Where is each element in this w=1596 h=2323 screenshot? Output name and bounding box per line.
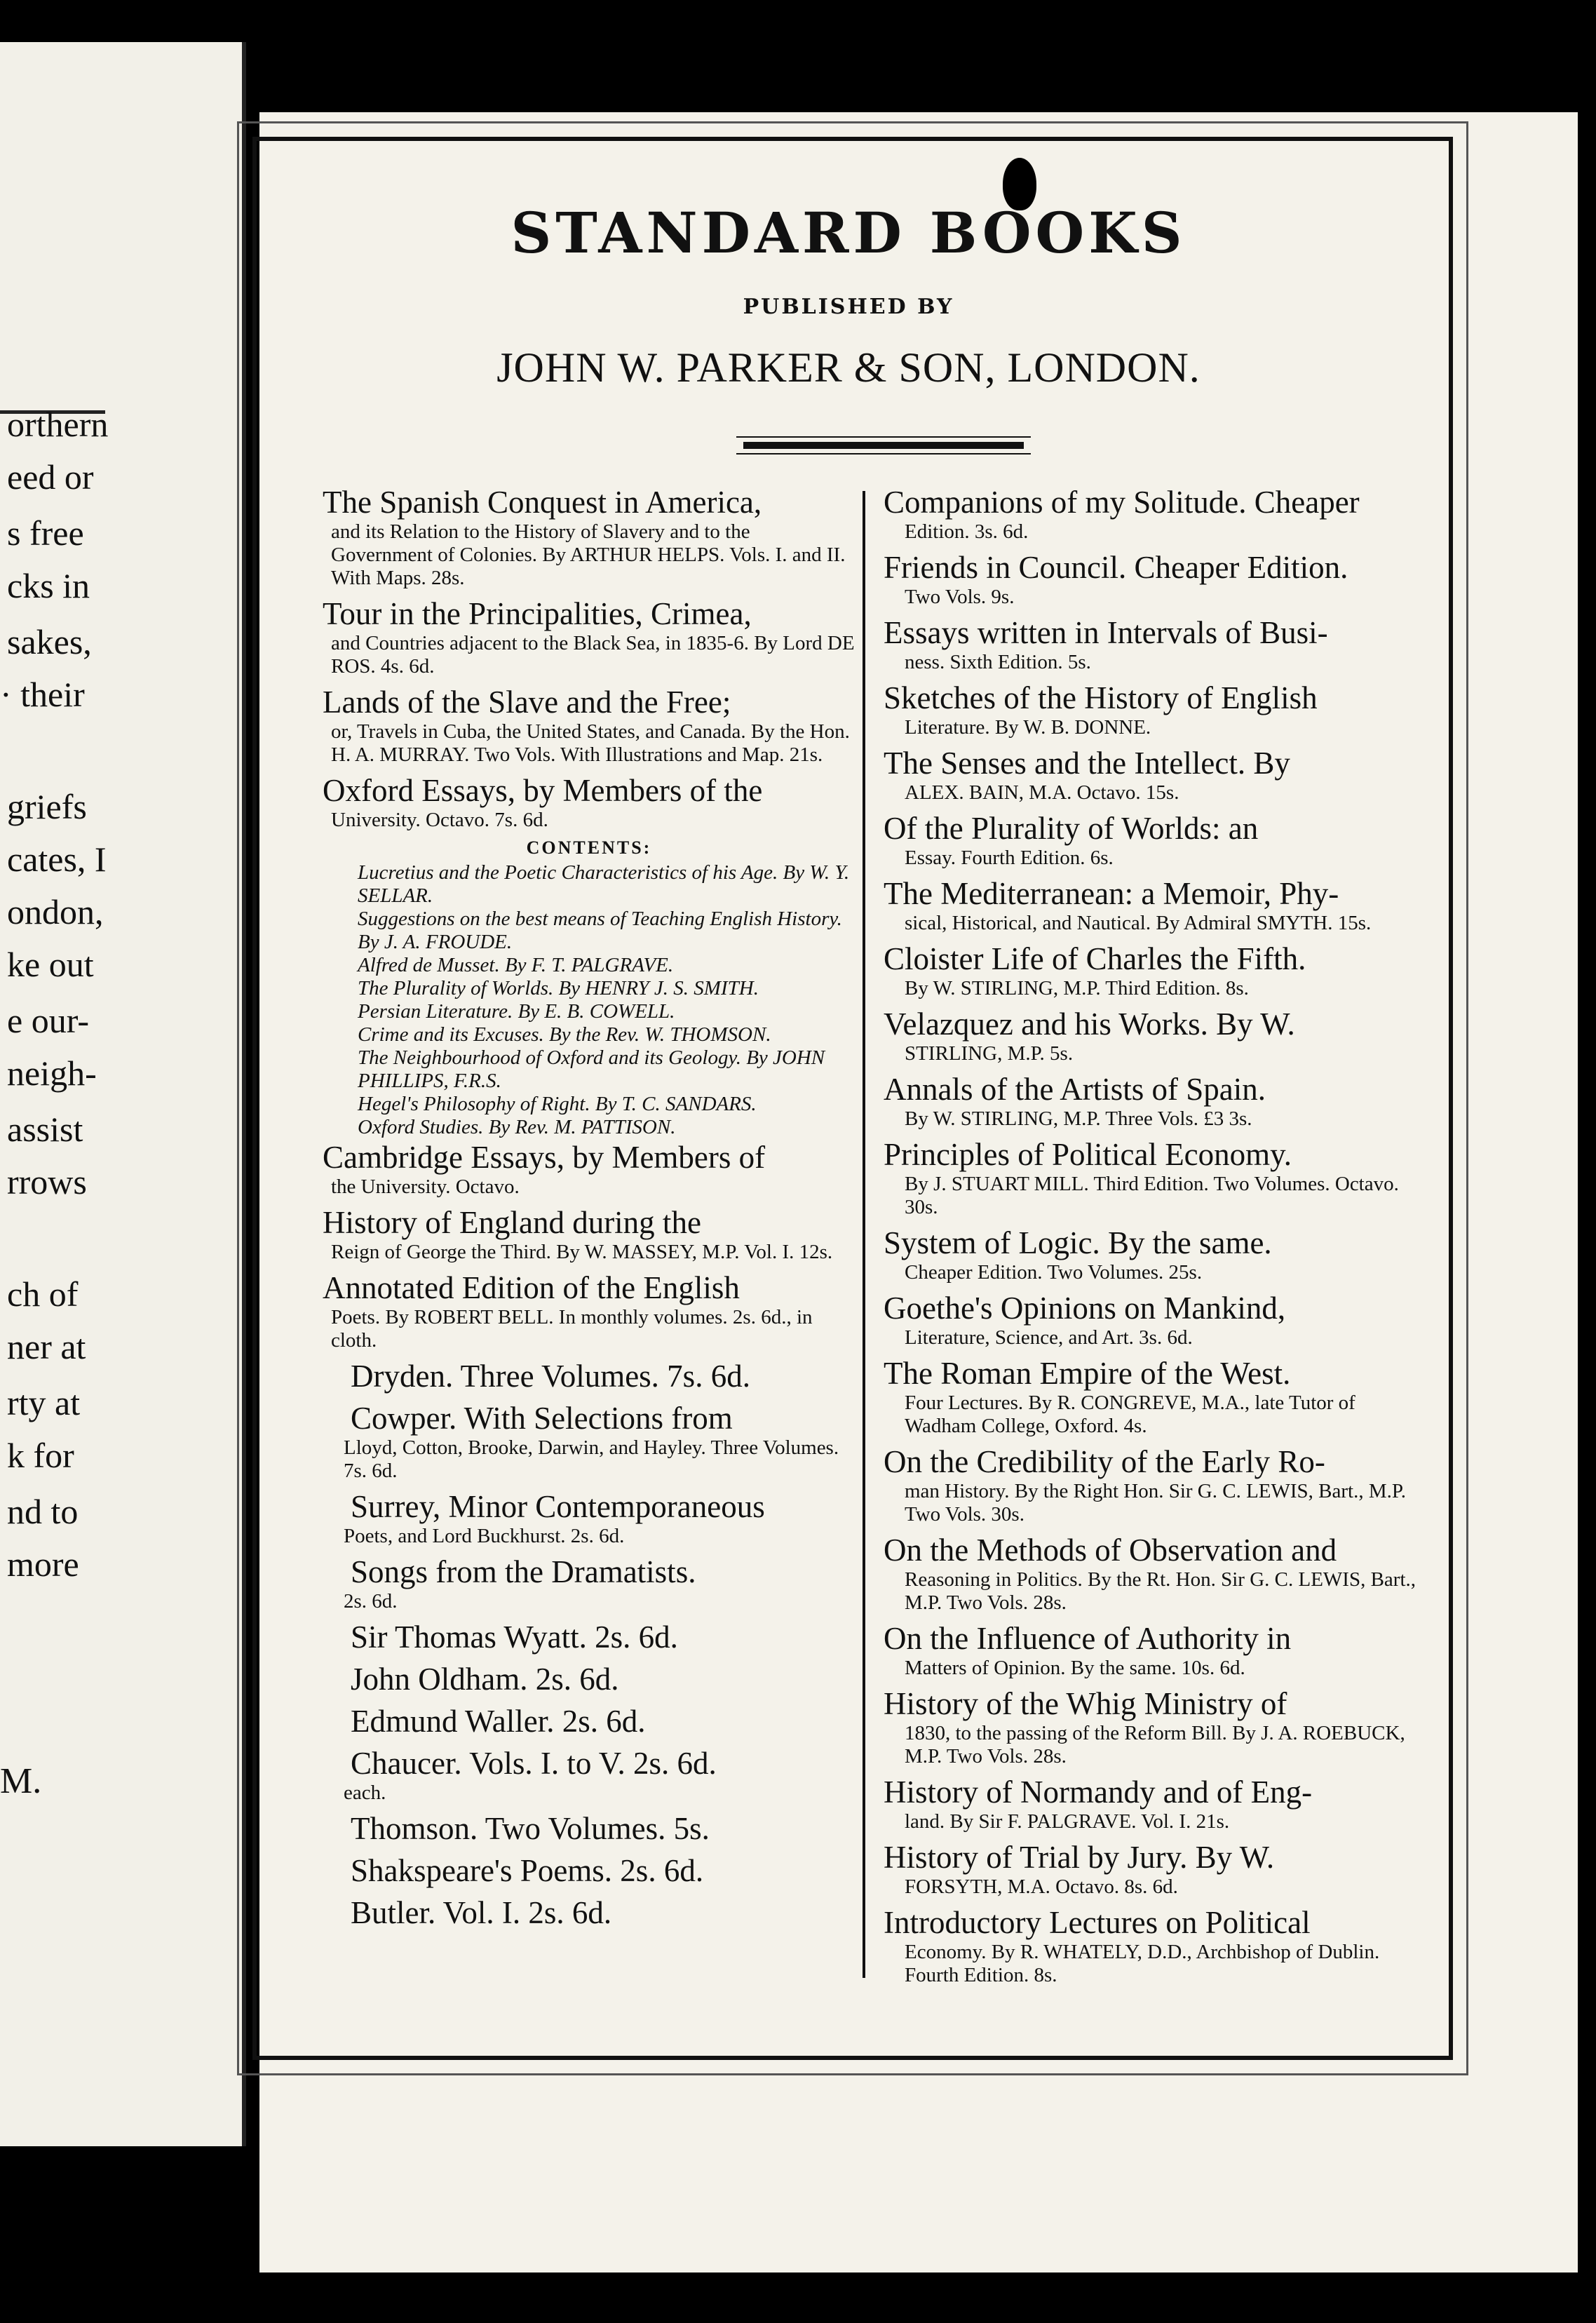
- book-entry: [323, 772, 856, 832]
- book-entry: [884, 1006, 1416, 1065]
- facing-page: [0, 42, 246, 2146]
- publisher-name: JOHN W. PARKER & SON, LONDON.: [496, 344, 1201, 391]
- book-title: Chaucer. Vols. I. to V. 2s. 6d.: [351, 1746, 717, 1781]
- book-entry: [884, 614, 1416, 674]
- book-description: Poets, and Lord Buckhurst. 2s. 6d.: [344, 1525, 625, 1547]
- book-description: Lloyd, Cotton, Brooke, Darwin, and Hayley. Three Volumes. 7s. 6d.: [344, 1436, 839, 1482]
- facing-page-line: eed or: [7, 457, 94, 497]
- facing-page-line: nd to: [7, 1492, 79, 1531]
- contents-item: Lucretius and the Poetic Characteristics of his Age. By W. Y. SELLAR.: [358, 861, 850, 907]
- book-description: Edition. 3s. 6d.: [905, 520, 1029, 543]
- contents-item: Persian Literature. By E. B. COWELL.: [358, 1000, 675, 1023]
- book-title: Butler. Vol. I. 2s. 6d.: [351, 1895, 612, 1930]
- book-description: Reasoning in Politics. By the Rt. Hon. Sir G. C. LEWIS, Bart., M.P. Two Vols. 28s.: [905, 1568, 1416, 1614]
- book-title: Songs from the Dramatists.: [351, 1554, 696, 1589]
- book-title: On the Methods of Observation and: [884, 1533, 1337, 1568]
- book-entry: [323, 595, 856, 678]
- book-entry: [884, 1685, 1416, 1768]
- book-description: By W. STIRLING, M.P. Three Vols. £3 3s.: [905, 1107, 1252, 1130]
- book-entry: [884, 810, 1416, 870]
- facing-page-line: griefs: [7, 787, 87, 826]
- book-title: Cloister Life of Charles the Fifth.: [884, 941, 1306, 976]
- book-description: 2s. 6d.: [344, 1590, 398, 1612]
- book-entry: [323, 1139, 856, 1199]
- book-description: STIRLING, M.P. 5s.: [905, 1042, 1074, 1065]
- book-description: ALEX. BAIN, M.A. Octavo. 15s.: [905, 781, 1179, 804]
- contents-item: Hegel's Philosophy of Right. By T. C. SANDARS.: [358, 1093, 757, 1115]
- book-entry: [323, 1270, 856, 1352]
- facing-page-line: ondon,: [7, 892, 104, 931]
- book-title: Oxford Essays, by Members of the: [323, 773, 763, 808]
- book-title: John Oldham. 2s. 6d.: [351, 1662, 619, 1697]
- title-rule: [743, 442, 1024, 449]
- book-description: sical, Historical, and Nautical. By Admiral SMYTH. 15s.: [905, 912, 1372, 934]
- contents-item: The Plurality of Worlds. By HENRY J. S. SMITH.: [358, 977, 759, 999]
- facing-page-signature: M.: [0, 1761, 42, 1801]
- contents-item: Suggestions on the best means of Teaching English History. By J. A. FROUDE.: [358, 908, 842, 953]
- facing-page-line: · their: [0, 675, 85, 714]
- facing-page-line: ner at: [7, 1327, 86, 1366]
- facing-page-line: rrows: [7, 1162, 87, 1201]
- book-title: Goethe's Opinions on Mankind,: [884, 1291, 1286, 1326]
- facing-page-line: cks in: [7, 566, 90, 605]
- book-description: Literature, Science, and Art. 3s. 6d.: [905, 1326, 1193, 1349]
- book-title: Dryden. Three Volumes. 7s. 6d.: [351, 1359, 750, 1394]
- facing-page-line: ch of: [7, 1274, 79, 1314]
- book-entry: [884, 1620, 1416, 1680]
- book-entry: [323, 1852, 856, 1889]
- book-entry: [884, 1355, 1416, 1438]
- book-title: Essays written in Intervals of Busi-: [884, 615, 1328, 650]
- book-entry: [884, 1774, 1416, 1833]
- facing-page-line: k for: [7, 1436, 74, 1475]
- facing-page-line: cates, I: [7, 840, 107, 879]
- contents-item: The Neighbourhood of Oxford and its Geology. By JOHN PHILLIPS, F.R.S.: [358, 1046, 825, 1092]
- book-entry: [884, 1290, 1416, 1349]
- book-description: and its Relation to the History of Slavery and to the Government of Colonies. By ARTHUR HELPS. Vols. I. and II. With Maps. 28s.: [331, 520, 846, 589]
- book-title: Companions of my Solitude. Cheaper: [884, 485, 1360, 520]
- book-description: Essay. Fourth Edition. 6s.: [905, 847, 1114, 869]
- book-entry: [323, 1554, 856, 1613]
- book-entry: [884, 745, 1416, 804]
- book-description: Poets. By ROBERT BELL. In monthly volumes. 2s. 6d., in cloth.: [331, 1306, 813, 1352]
- book-title: On the Influence of Authority in: [884, 1621, 1292, 1656]
- contents-item: Crime and its Excuses. By the Rev. W. THOMSON.: [358, 1023, 771, 1046]
- book-title: System of Logic. By the same.: [884, 1225, 1272, 1260]
- book-description: man History. By the Right Hon. Sir G. C. LEWIS, Bart., M.P. Two Vols. 30s.: [905, 1480, 1407, 1526]
- book-entry: [323, 1810, 856, 1847]
- book-description: and Countries adjacent to the Black Sea, in 1835-6. By Lord DE ROS. 4s. 6d.: [331, 632, 855, 678]
- book-title: Annals of the Artists of Spain.: [884, 1072, 1266, 1107]
- book-description: FORSYTH, M.A. Octavo. 8s. 6d.: [905, 1876, 1178, 1898]
- book-description: or, Travels in Cuba, the United States, and Canada. By the Hon. H. A. MURRAY. Two Vols. With Illustrations and Map. 21s.: [331, 720, 850, 766]
- published-by-label: PUBLISHED BY: [743, 295, 954, 319]
- book-entry: [884, 1904, 1416, 1987]
- book-entry: [323, 1661, 856, 1697]
- book-description: land. By Sir F. PALGRAVE. Vol. I. 21s.: [905, 1810, 1230, 1833]
- book-entry: [323, 684, 856, 767]
- contents-item: Oxford Studies. By Rev. M. PATTISON.: [358, 1116, 676, 1138]
- book-description: University. Octavo. 7s. 6d.: [331, 809, 548, 831]
- facing-page-line: s free: [7, 513, 84, 553]
- contents-heading: CONTENTS:: [526, 837, 652, 858]
- facing-page-line: rty at: [7, 1383, 81, 1422]
- book-description: Cheaper Edition. Two Volumes. 25s.: [905, 1261, 1203, 1284]
- book-title: Shakspeare's Poems. 2s. 6d.: [351, 1853, 704, 1888]
- book-entry: [884, 1443, 1416, 1526]
- facing-page-line: more: [7, 1544, 79, 1584]
- book-entry: [884, 875, 1416, 935]
- book-entry: [884, 1839, 1416, 1899]
- book-description: Reign of George the Third. By W. MASSEY, M.P. Vol. I. 12s.: [331, 1241, 833, 1263]
- book-entry: [323, 1745, 856, 1805]
- book-entry: [884, 941, 1416, 1000]
- book-description: Four Lectures. By R. CONGREVE, M.A., late Tutor of Wadham College, Oxford. 4s.: [905, 1392, 1355, 1437]
- book-title: The Senses and the Intellect. By: [884, 746, 1290, 781]
- book-entry: [884, 484, 1416, 544]
- book-description: Economy. By R. WHATELY, D.D., Archbishop of Dublin. Fourth Edition. 8s.: [905, 1941, 1380, 1986]
- book-entry: [323, 1703, 856, 1739]
- column-divider: [863, 491, 865, 1978]
- book-title: Sketches of the History of English: [884, 680, 1318, 715]
- book-title: Thomson. Two Volumes. 5s.: [351, 1811, 710, 1846]
- right-column: [884, 484, 1416, 1993]
- book-entry: [884, 1071, 1416, 1131]
- book-entry: [884, 549, 1416, 609]
- book-entry: [323, 1400, 856, 1483]
- book-title: The Mediterranean: a Memoir, Phy-: [884, 876, 1339, 911]
- book-description: Matters of Opinion. By the same. 10s. 6d.: [905, 1657, 1245, 1679]
- book-title: History of England during the: [323, 1205, 701, 1240]
- book-title: History of Normandy and of Eng-: [884, 1775, 1313, 1810]
- book-title: Surrey, Minor Contemporaneous: [351, 1489, 765, 1524]
- book-title: Velazquez and his Works. By W.: [884, 1006, 1295, 1042]
- book-entry: [323, 1488, 856, 1548]
- book-description: each.: [344, 1782, 386, 1804]
- book-title: Introductory Lectures on Political: [884, 1905, 1311, 1940]
- book-title: Sir Thomas Wyatt. 2s. 6d.: [351, 1620, 678, 1655]
- book-description: By J. STUART MILL. Third Edition. Two Volumes. Octavo. 30s.: [905, 1173, 1399, 1218]
- book-description: the University. Octavo.: [331, 1176, 520, 1198]
- contents-item: Alfred de Musset. By F. T. PALGRAVE.: [358, 954, 674, 976]
- book-entry: [323, 1619, 856, 1655]
- book-entry: [884, 680, 1416, 739]
- book-description: 1830, to the passing of the Reform Bill. By J. A. ROEBUCK, M.P. Two Vols. 28s.: [905, 1722, 1405, 1767]
- book-title: History of the Whig Ministry of: [884, 1686, 1287, 1721]
- facing-page-line: sakes,: [7, 622, 92, 661]
- book-description: Two Vols. 9s.: [905, 586, 1015, 608]
- book-title: Lands of the Slave and the Free;: [323, 685, 731, 720]
- book-title: Principles of Political Economy.: [884, 1137, 1292, 1172]
- left-column: [323, 484, 856, 1937]
- book-title: Tour in the Principalities, Crimea,: [323, 596, 752, 631]
- book-entry: [884, 1136, 1416, 1219]
- book-entry: [323, 1358, 856, 1394]
- book-title: The Roman Empire of the West.: [884, 1356, 1291, 1391]
- book-title: History of Trial by Jury. By W.: [884, 1840, 1275, 1875]
- book-entry: [323, 484, 856, 590]
- book-entry: [323, 1204, 856, 1264]
- book-entry: [323, 1894, 856, 1931]
- book-description: Literature. By W. B. DONNE.: [905, 716, 1151, 739]
- book-title: Annotated Edition of the English: [323, 1270, 740, 1305]
- facing-page-line: neigh-: [7, 1053, 97, 1093]
- facing-page-line: orthern: [7, 405, 109, 444]
- book-title: Cowper. With Selections from: [351, 1401, 733, 1436]
- facing-page-line: assist: [7, 1110, 83, 1149]
- book-title: Friends in Council. Cheaper Edition.: [884, 550, 1348, 585]
- facing-page-line: e our-: [7, 1001, 89, 1040]
- book-entry: [884, 1532, 1416, 1615]
- book-title: The Spanish Conquest in America,: [323, 485, 762, 520]
- book-title: On the Credibility of the Early Ro-: [884, 1444, 1325, 1479]
- book-description: By W. STIRLING, M.P. Third Edition. 8s.: [905, 977, 1249, 999]
- book-title: Cambridge Essays, by Members of: [323, 1140, 766, 1175]
- facing-page-line: ke out: [7, 945, 94, 984]
- book-description: ness. Sixth Edition. 5s.: [905, 651, 1091, 673]
- book-title: Edmund Waller. 2s. 6d.: [351, 1704, 646, 1739]
- book-title: Of the Plurality of Worlds: an: [884, 811, 1259, 846]
- page-title: STANDARD BOOKS: [510, 200, 1186, 266]
- book-entry: [884, 1225, 1416, 1284]
